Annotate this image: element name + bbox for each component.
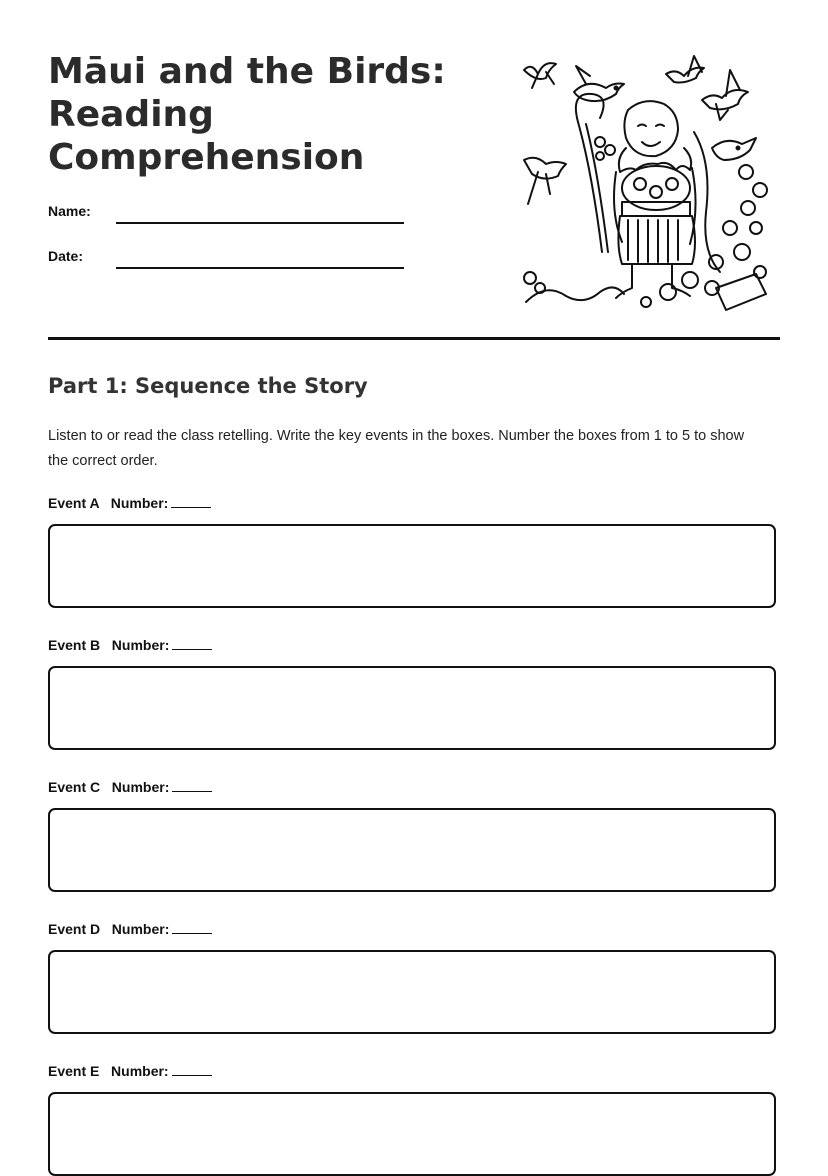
event-e-label [48,1063,212,1079]
number-blank[interactable] [172,921,212,934]
event-c-label [48,779,212,795]
date-label: Date: [48,248,84,264]
event-c-box[interactable] [48,808,776,892]
number-label: Number: [111,1063,169,1079]
event-name: Event D [48,921,101,937]
part1-instructions: Listen to or read the class retelling. Write the key events in the boxes. Number the boxes from 1 to 5 to show the correct order. [48,428,745,469]
maui-with-birds-illustration [516,52,774,314]
maui-figure [614,101,720,298]
number-blank[interactable] [172,1063,212,1076]
event-d-box[interactable] [48,950,776,1034]
bird-icon [702,70,748,120]
event-a-box[interactable] [48,524,776,608]
event-b-box[interactable] [48,666,776,750]
event-b-label [48,637,212,653]
title-line-3: Comprehension [48,137,365,178]
header-divider [48,337,780,340]
number-label: Number: [111,637,170,653]
number-label: Number: [111,779,170,795]
title-line-1: Māui and the Birds: [48,51,446,92]
event-e-box[interactable] [48,1092,776,1176]
number-blank[interactable] [172,637,212,650]
bird-icon [666,56,704,83]
waves-icon [526,274,766,310]
date-field[interactable] [116,267,404,269]
number-blank[interactable] [171,495,211,508]
event-name: Event E [48,1063,100,1079]
bird-icon [712,138,756,160]
name-field[interactable] [116,222,404,224]
number-label: Number: [111,921,170,937]
bird-icon [524,63,556,88]
event-name: Event A [48,495,100,511]
part1-heading: Part 1: Sequence the Story [48,374,368,398]
event-name: Event B [48,637,101,653]
page-title [48,50,468,179]
name-label: Name: [48,203,91,219]
event-a-label [48,495,211,511]
title-line-2: Reading [48,94,214,135]
event-name: Event C [48,779,101,795]
bird-icon [524,158,566,204]
fish-hook-icon [576,94,608,252]
number-label: Number: [110,495,169,511]
number-blank[interactable] [172,779,212,792]
event-d-label [48,921,212,937]
